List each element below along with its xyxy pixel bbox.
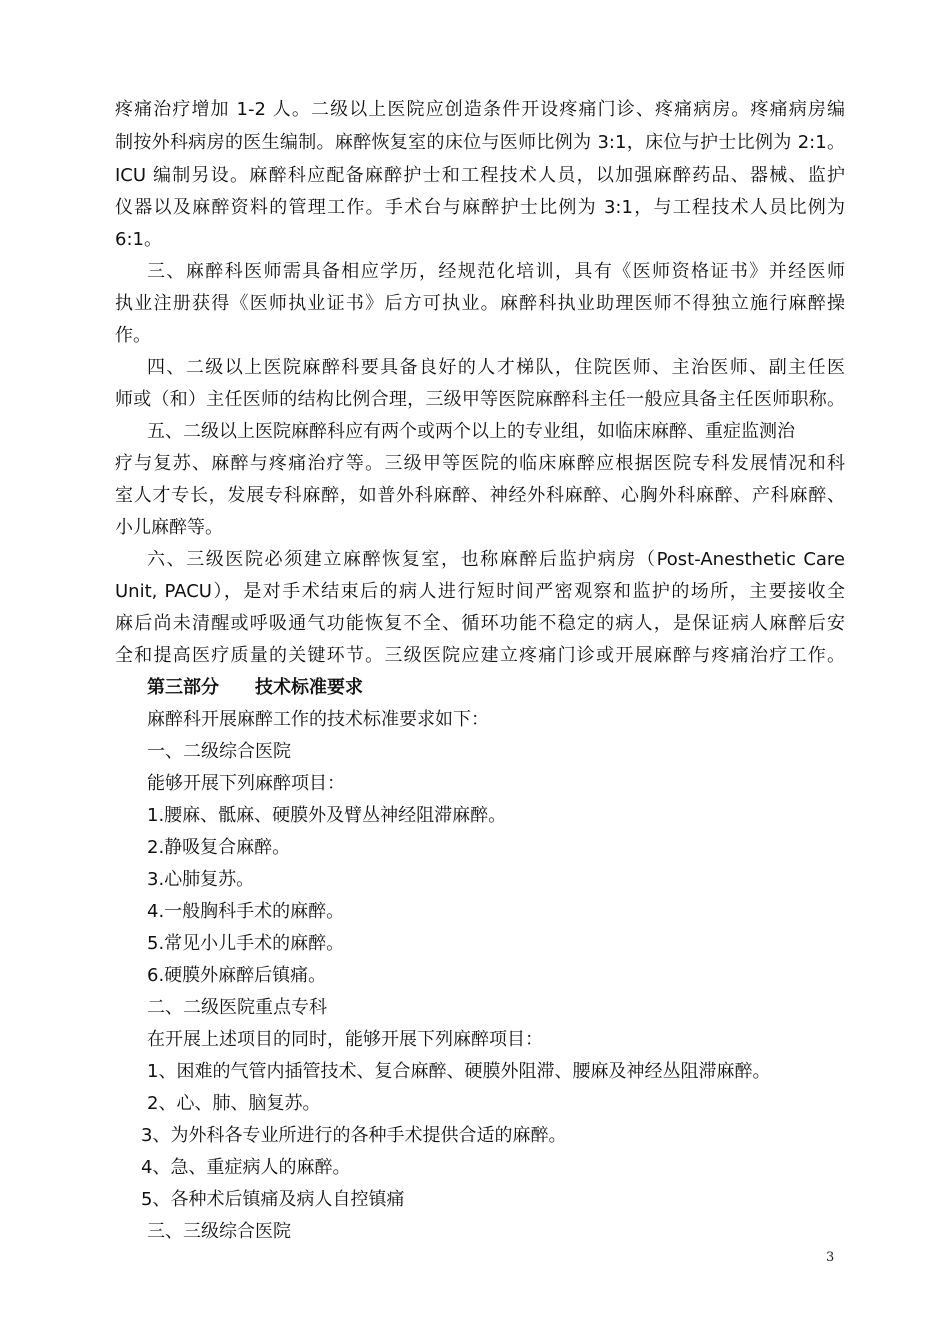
list-item: 4、急、重症病人的麻醉。 xyxy=(141,1157,351,1178)
text-line: 麻后尚未清醒或呼吸通气功能恢复不全、循环功能不稳定的病人，是保证病人麻醉后安 xyxy=(115,613,845,634)
list-item: 6.硬膜外麻醉后镇痛。 xyxy=(147,965,327,986)
text-line: 疼痛治疗增加 1-2 人。二级以上医院应创造条件开设疼痛门诊、疼痛病房。疼痛病房编 xyxy=(115,99,845,120)
text-line: 6:1。 xyxy=(115,229,162,250)
page-number: 3 xyxy=(826,1250,835,1265)
text-line: 作。 xyxy=(115,325,151,346)
text-line: 疗与复苏、麻醉与疼痛治疗等。三级甲等医院的临床麻醉应根据医院专科发展情况和科 xyxy=(115,453,845,474)
list-item: 2.静吸复合麻醉。 xyxy=(147,837,291,858)
list-item: 5.常见小儿手术的麻醉。 xyxy=(147,933,345,954)
list-item: 2、心、肺、脑复苏。 xyxy=(147,1093,321,1114)
text-line: 全和提高医疗质量的关键环节。三级医院应建立疼痛门诊或开展麻醉与疼痛治疗工作。 xyxy=(115,645,845,666)
text-line: 室人才专长，发展专科麻醉，如普外科麻醉、神经外科麻醉、心胸外科麻醉、产科麻醉、 xyxy=(115,485,845,506)
text-line: 师或（和）主任医师的结构比例合理，三级甲等医院麻醉科主任一般应具备主任医师职称。 xyxy=(115,389,845,410)
text-line: ICU 编制另设。麻醉科应配备麻醉护士和工程技术人员，以加强麻醉药品、器械、监护 xyxy=(115,165,845,186)
section-heading: 第三部分 技术标准要求 xyxy=(147,677,363,698)
text-line: 能够开展下列麻醉项目： xyxy=(147,773,345,794)
text-line: Unit, PACU），是对手术结束后的病人进行短时间严密观察和监护的场所，主要接收全 xyxy=(115,581,845,602)
text-line: 制按外科病房的医生编制。麻醉恢复室的床位与医师比例为 3:1，床位与护士比例为 2:1。 xyxy=(115,132,845,153)
list-item: 1、困难的气管内插管技术、复合麻醉、硬膜外阻滞、腰麻及神经丛阻滞麻醉。 xyxy=(147,1061,771,1082)
list-item: 4.一般胸科手术的麻醉。 xyxy=(147,901,345,922)
list-item: 3、为外科各专业所进行的各种手术提供合适的麻醉。 xyxy=(141,1125,567,1146)
text-line: 在开展上述项目的同时，能够开展下列麻醉项目： xyxy=(147,1029,543,1050)
subheading: 三、三级综合医院 xyxy=(147,1221,291,1242)
text-line: 五、二级以上医院麻醉科应有两个或两个以上的专业组，如临床麻醉、重症监测治 xyxy=(147,421,795,442)
text-line: 六、三级医院必须建立麻醉恢复室，也称麻醉后监护病房（Post-Anesthetic Care xyxy=(147,549,845,570)
text-line: 执业注册获得《医师执业证书》后方可执业。麻醉科执业助理医师不得独立施行麻醉操 xyxy=(115,293,845,314)
text-line: 四、二级以上医院麻醉科要具备良好的人才梯队，住院医师、主治医师、副主任医 xyxy=(147,357,845,378)
subheading: 二、二级医院重点专科 xyxy=(147,997,327,1018)
text-line: 仪器以及麻醉资料的管理工作。手术台与麻醉护士比例为 3:1，与工程技术人员比例为 xyxy=(115,197,845,218)
subheading: 一、二级综合医院 xyxy=(147,741,291,762)
list-item: 3.心肺复苏。 xyxy=(147,869,255,890)
list-item: 5、各种术后镇痛及病人自控镇痛 xyxy=(141,1189,405,1210)
list-item: 1.腰麻、骶麻、硬膜外及臂丛神经阻滞麻醉。 xyxy=(147,805,507,826)
text-line: 三、麻醉科医师需具备相应学历，经规范化培训，具有《医师资格证书》并经医师 xyxy=(147,261,845,282)
text-line: 麻醉科开展麻醉工作的技术标准要求如下： xyxy=(147,709,489,730)
text-line: 小儿麻醉等。 xyxy=(115,517,223,538)
